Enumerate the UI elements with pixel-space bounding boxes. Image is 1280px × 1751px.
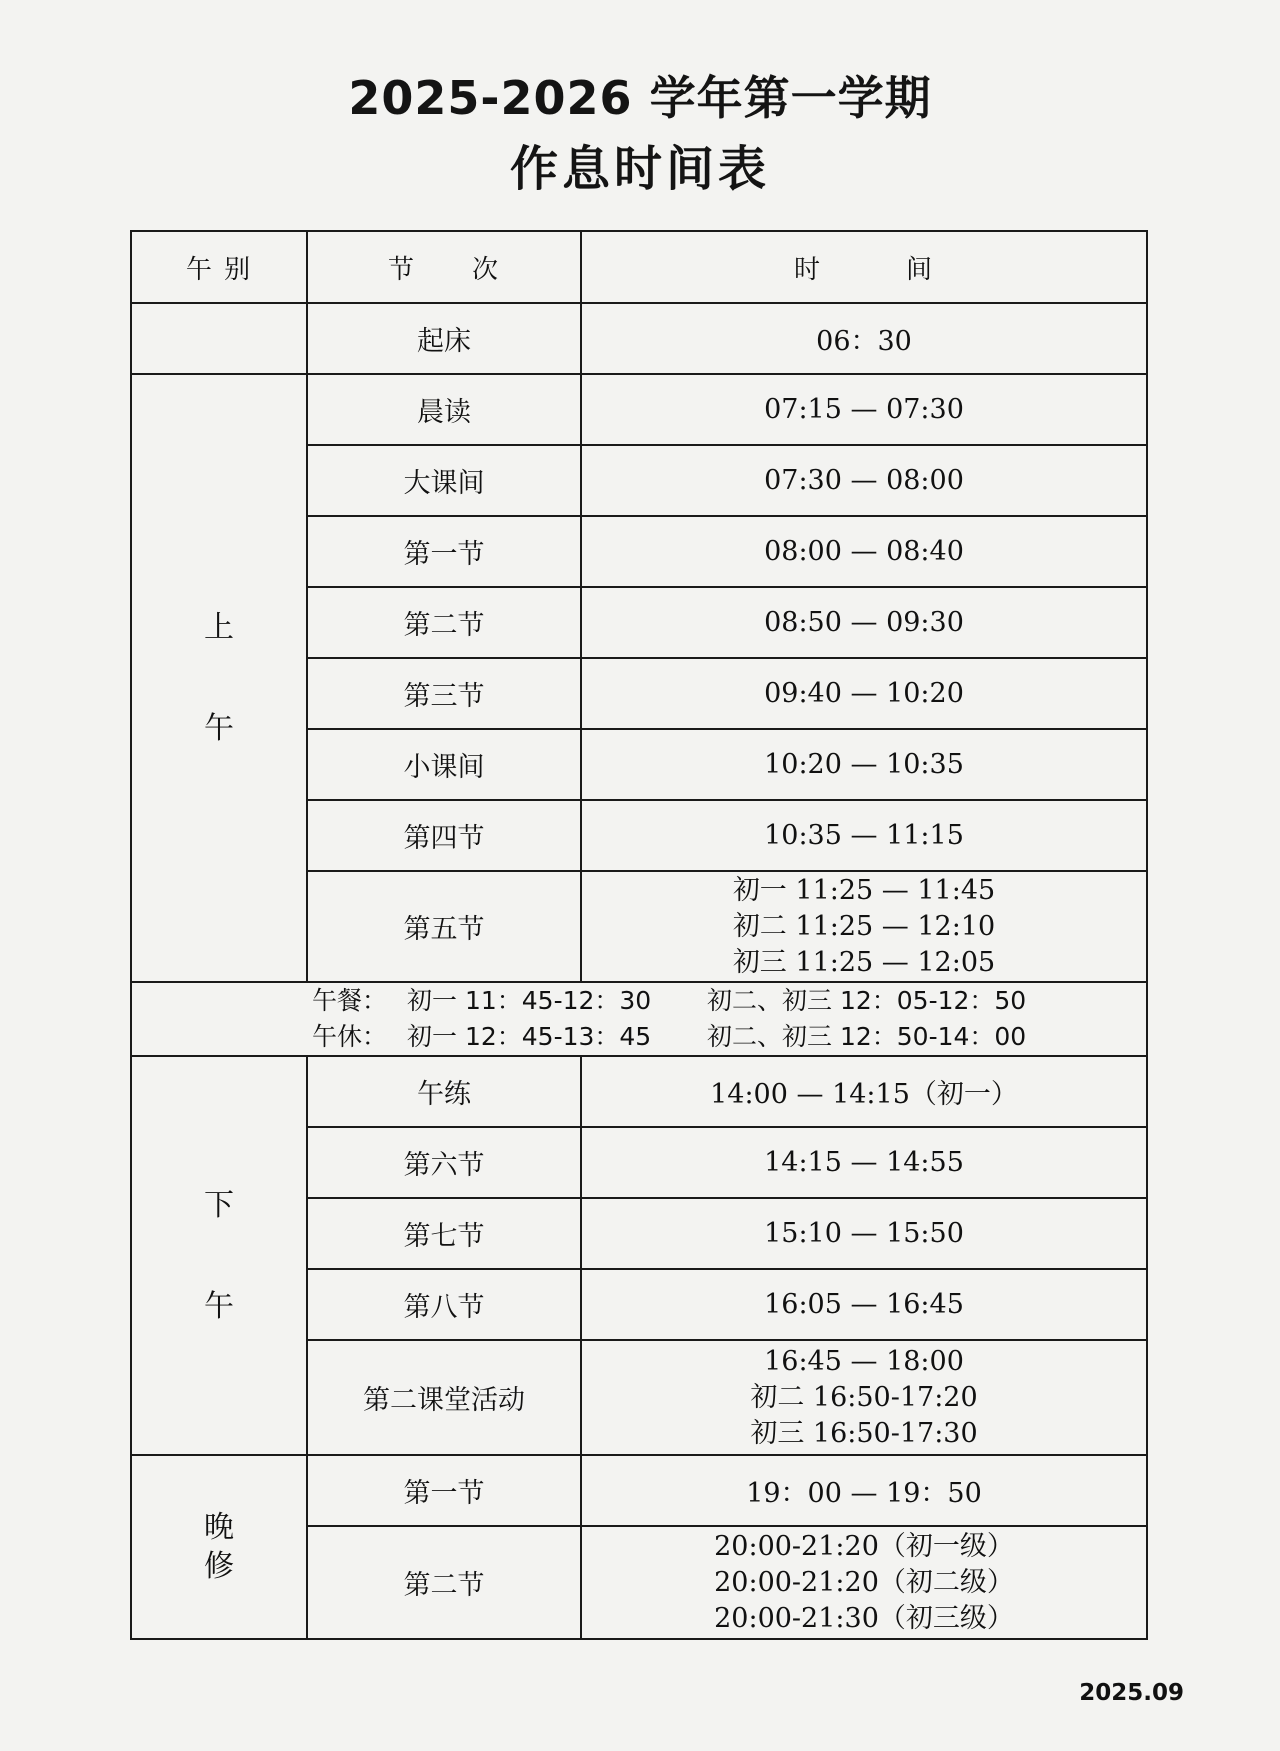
time-cell: 14:15 — 14:55 [581,1127,1147,1198]
lunch-meal-grade23: 初二、初三 12：05-12：50 [707,986,1027,1015]
time-cell: 10:35 — 11:15 [581,800,1147,871]
time-cell: 19：00 — 19：50 [581,1455,1147,1526]
time-cell-multi [581,1340,1147,1455]
time-line: 20:00-21:30（初三级） [714,1602,1014,1634]
lunch-rest-label: 午休： [312,1022,388,1051]
period-afternoon [131,1056,307,1455]
table-row [131,1056,1147,1127]
time-line: 20:00-21:20（初二级） [714,1566,1014,1598]
lunch-rest-grade1: 初一 12：45-13：45 [407,1022,652,1051]
lunch-meal-label: 午餐： [312,986,388,1015]
session-cell: 第一节 [307,1455,581,1526]
document-date: 2025.09 [1079,1680,1184,1706]
period-char: 午 [204,1288,234,1324]
time-cell: 06：30 [581,303,1147,374]
period-empty [131,303,307,374]
session-cell: 第八节 [307,1269,581,1340]
time-cell: 07:15 — 07:30 [581,374,1147,445]
period-morning [131,374,307,982]
time-cell: 08:00 — 08:40 [581,516,1147,587]
session-cell: 大课间 [307,445,581,516]
period-char: 下 [204,1187,234,1223]
session-cell: 第五节 [307,871,581,982]
time-cell-multi [581,871,1147,982]
period-char: 午 [204,711,234,746]
lunch-meal-grade1: 初一 11：45-12：30 [407,986,652,1015]
lunch-meal-line [312,983,1146,1019]
session-cell: 第二课堂活动 [307,1340,581,1455]
time-cell: 10:20 — 10:35 [581,729,1147,800]
session-cell: 第六节 [307,1127,581,1198]
table-header-row [131,231,1147,303]
header-session: 节 次 [307,231,581,303]
time-cell: 09:40 — 10:20 [581,658,1147,729]
page-subtitle: 作息时间表 [509,141,770,197]
time-line: 初二 11:25 — 12:10 [732,910,996,942]
period-char: 晚 [204,1510,234,1545]
time-cell-multi [581,1526,1147,1639]
session-cell: 起床 [307,303,581,374]
time-line: 初三 11:25 — 12:05 [732,946,996,978]
time-line: 20:00-21:20（初一级） [714,1530,1014,1562]
session-cell: 午练 [307,1056,581,1127]
period-char: 上 [204,610,234,645]
time-line: 初二 16:50-17:20 [750,1381,978,1413]
session-cell: 第三节 [307,658,581,729]
time-cell: 07:30 — 08:00 [581,445,1147,516]
table-row [131,1455,1147,1526]
session-cell: 小课间 [307,729,581,800]
table-row [131,303,1147,374]
session-cell: 第四节 [307,800,581,871]
header-period: 午 别 [131,231,307,303]
session-cell: 第七节 [307,1198,581,1269]
time-line: 16:45 — 18:00 [764,1345,964,1377]
session-cell: 晨读 [307,374,581,445]
session-cell: 第一节 [307,516,581,587]
time-cell: 16:05 — 16:45 [581,1269,1147,1340]
time-line: 初三 16:50-17:30 [750,1417,978,1449]
session-cell: 第二节 [307,1526,581,1639]
time-cell: 14:00 — 14:15（初一） [581,1056,1147,1127]
period-evening [131,1455,307,1639]
session-cell: 第二节 [307,587,581,658]
table-row [131,374,1147,445]
lunch-cell [131,982,1147,1056]
page-title: 2025-2026 学年第一学期 [348,71,932,125]
lunch-rest-grade23: 初二、初三 12：50-14：00 [707,1022,1027,1051]
header-time: 时 间 [581,231,1147,303]
time-cell: 08:50 — 09:30 [581,587,1147,658]
time-line: 初一 11:25 — 11:45 [732,874,996,906]
lunch-rest-line [312,1019,1146,1055]
lunch-row [131,982,1147,1056]
time-cell: 15:10 — 15:50 [581,1198,1147,1269]
schedule-table [130,230,1148,1640]
period-char: 修 [204,1549,234,1584]
